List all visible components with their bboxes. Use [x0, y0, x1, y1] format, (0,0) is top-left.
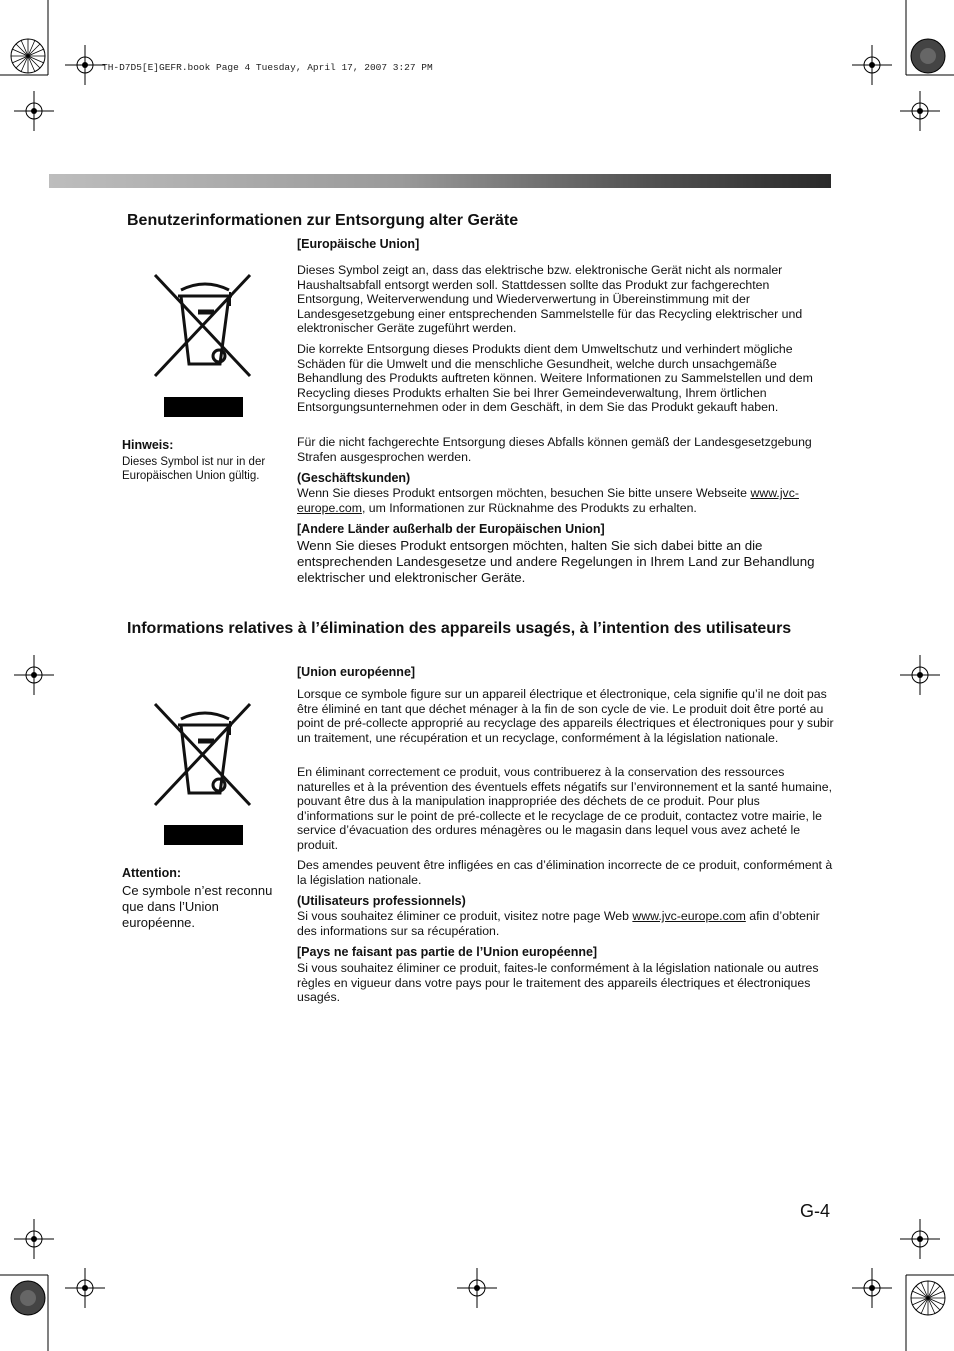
paragraph-fr-2: En éliminant correctement ce produit, vous contribuerez à la conservation des ressources naturelles et à la prévention des éventuels effets négatifs sur l’environnement et la santé humaine, pouvant être dus à la manipulation inappropriée des déchets de ce produit. Pour plus d’informations sur le point de pré-collecte et le recyclage de ce produit, contactez votre mairie, le service d’évacuation des ordures ménagères ou le magasin dans lequel vous avez acheté le produit. [297, 765, 833, 852]
paragraph-de-3: Für die nicht fachgerechte Entsorgung dieses Abfalls können gemäß der Landesgesetzgebung Strafen ausgesprochen werden. [297, 435, 812, 464]
note-text-fr: Ce symbole n’est reconnu que dans l’Union européenne. [122, 883, 273, 930]
heading-other-countries-fr: [Pays ne faisant pas partie de l’Union européenne] [297, 945, 598, 959]
jvc-website-link-fr[interactable]: www.jvc-europe.com [632, 909, 746, 923]
note-title-de: Hinweis: [122, 438, 174, 452]
paragraph-fr-3: Des amendes peuvent être infligées en cas d’élimination incorrecte de ce produit, conformément à la législation nationale. [297, 858, 833, 887]
jvc-website-link-de[interactable]: www.jvc-europe.com [297, 486, 799, 515]
heading-eu-fr: [Union européenne] [297, 665, 416, 679]
paragraph-other-countries-de: Wenn Sie dieses Produkt entsorgen möchten, halten Sie sich dabei bitte an die entsprechenden Landesgesetze und andere Regelungen in Ihrem Land zur Behandlung elektrischer und elektronischer Geräte. [297, 538, 815, 585]
note-title-fr: Attention: [122, 866, 182, 880]
heading-business-fr: (Utilisateurs professionnels) [297, 894, 466, 908]
sunburst-mark-icon [10, 1280, 46, 1316]
paragraph-de-1: Dieses Symbol zeigt an, dass das elektrische bzw. elektronische Gerät nicht als normaler Haushaltsabfall entsorgt werden soll. Stattdessen sollte das Produkt zur fachgerechten Entsorgung, Weiterverwendung und Wiederverwertung in Übereinstimmung mit der Landesgesetzgebung einer entsprechenden Sammelstelle für das Recycling elektrischer und elektronischer Geräte zugeführt werden. [297, 263, 803, 335]
section-title-fr: Informations relatives à l’élimination des appareils usagés, à l’intention des utilisateurs [127, 620, 792, 637]
business-text-fr: Si vous souhaitez éliminer ce produit, visitez notre page Web [297, 909, 633, 923]
sunburst-mark-icon [10, 38, 46, 74]
business-text-de: Wenn Sie dieses Produkt entsorgen möchten, besuchen Sie bitte unsere Webseite [297, 486, 751, 500]
sunburst-mark-icon [910, 38, 946, 74]
heading-other-countries-de: [Andere Länder außerhalb der Europäischen Union] [297, 522, 605, 536]
paragraph-de-2: Die korrekte Entsorgung dieses Produkts dient dem Umweltschutz und verhindert mögliche Schäden für die Umwelt und die menschliche Gesundheit, welche durch unsachgemäße Behandlung des Produkts auftreten können. Weitere Informationen zu Sammelstellen und dem Recycling dieses Produkts erhalten Sie bei Ihrer Gemeindeverwaltung, Ihrem örtlichen Entsorgungsunternehmen oder in dem Geschäft, in dem Sie das Produkt gekauft haben. [297, 342, 813, 414]
business-text-de-end: , um Informationen zur Rücknahme des Produkts zu erhalten. [361, 500, 697, 515]
paragraph-other-countries-fr: Si vous souhaitez éliminer ce produit, faites-le conformément à la législation nationale ou autres règles en vigueur dans votre pays pour le traitement des appareils électriques et électroniques usagés. [297, 961, 819, 1004]
heading-business-de: (Geschäftskunden) [297, 471, 411, 485]
note-text-de: Dieses Symbol ist nur in der Europäischen Union gültig. [122, 456, 266, 482]
paragraph-fr-1: Lorsque ce symbole figure sur un appareil électrique et électronique, cela signifie qu’il ne doit pas être éliminé en tant que déchet ménager à la fin de son cycle de vie. Le produit doit être porté au point de pré-collecte approprié au recyclage des appareils électriques et électroniques pour y subir un traitement, une récupération et un recyclage, conformément à la législation nationale. [297, 687, 834, 745]
book-header: TH-D7D5[E]GEFR.book Page 4 Tuesday, April 17, 2007 3:27 PM [102, 62, 433, 73]
business-text-fr-end: afin d’obtenir des informations sur sa récupération. [297, 909, 820, 938]
page-number: G-4 [800, 1201, 831, 1221]
sunburst-mark-icon [910, 1280, 946, 1316]
section-title-de: Benutzerinformationen zur Entsorgung alter Geräte [127, 212, 519, 229]
heading-eu-de: [Europäische Union] [297, 237, 420, 251]
